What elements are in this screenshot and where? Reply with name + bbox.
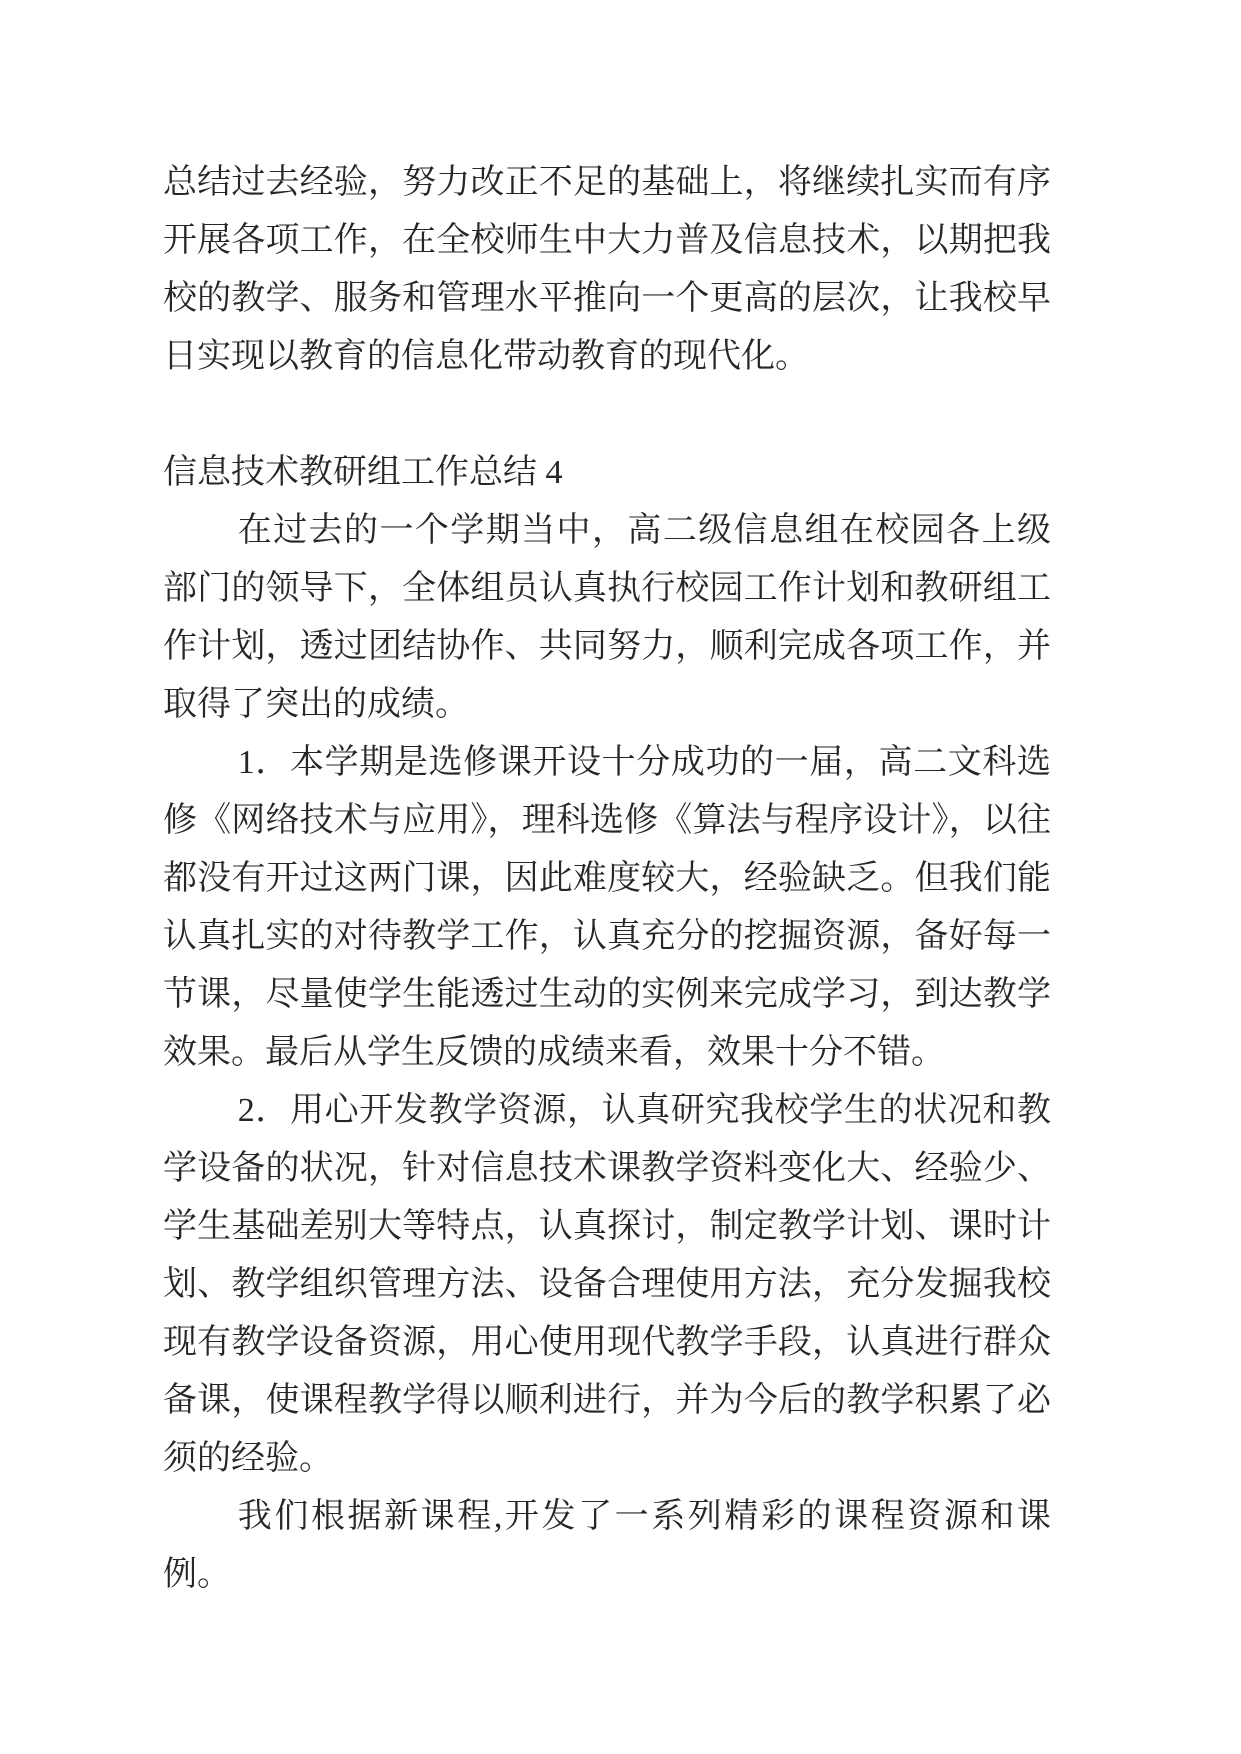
- section-heading: 信息技术教研组工作总结 4: [163, 454, 563, 491]
- paragraph-closing: 我们根据新课程,开发了一系列精彩的课程资源和课例。: [163, 1498, 1051, 1593]
- paragraph-continuation: 总结过去经验，努力改正不足的基础上，将继续扎实而有序开展各项工作，在全校师生中大力普及信息技术，以期把我校的教学、服务和管理水平推向一个更高的层次，让我校早日实现以教育的信息化带动教育的现代化。: [163, 164, 1051, 375]
- paragraph-item-1: 1．本学期是选修课开设十分成功的一届，高二文科选修《网络技术与应用》，理科选修《算法与程序设计》，以往都没有开过这两门课，因此难度较大，经验缺乏。但我们能认真扎实的对待教学工作，认真充分的挖掘资源，备好每一节课，尽量使学生能透过生动的实例来完成学习，到达教学效果。最后从学生反馈的成绩来看，效果十分不错。: [163, 744, 1051, 1071]
- paragraph-item-2: 2．用心开发教学资源，认真研究我校学生的状况和教学设备的状况，针对信息技术课教学资料变化大、经验少、学生基础差别大等特点，认真探讨，制定教学计划、课时计划、教学组织管理方法、设备合理使用方法，充分发掘我校现有教学设备资源，用心使用现代教学手段，认真进行群众备课，使课程教学得以顺利进行，并为今后的教学积累了必须的经验。: [163, 1092, 1051, 1477]
- paragraph-intro: 在过去的一个学期当中，高二级信息组在校园各上级部门的领导下，全体组员认真执行校园工作计划和教研组工作计划，透过团结协作、共同努力，顺利完成各项工作，并取得了突出的成绩。: [163, 512, 1051, 723]
- document-body: [163, 154, 1051, 1604]
